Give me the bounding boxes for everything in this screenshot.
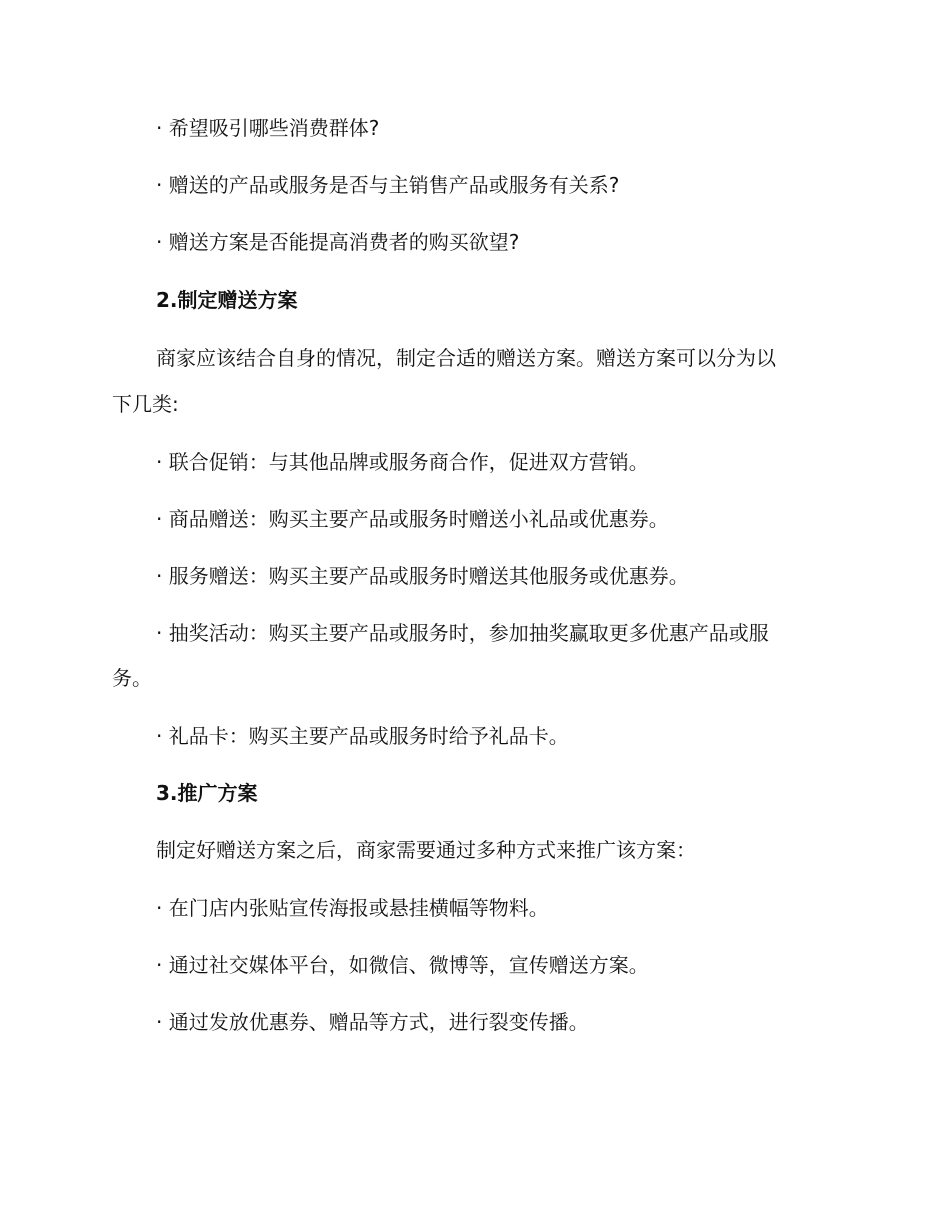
section2-intro-line2: 下几类: xyxy=(112,392,179,416)
list-item-joint-promotion: · 联合促销：与其他品牌或服务商合作，促进双方营销。 xyxy=(156,450,649,474)
list-item-lottery-continuation: 务。 xyxy=(112,666,152,690)
section-heading-gift-plan: 2.制定赠送方案 xyxy=(156,288,298,312)
list-item-store-posters: · 在门店内张贴宣传海报或悬挂横幅等物料。 xyxy=(156,896,549,920)
list-item-gift-card: · 礼品卡：购买主要产品或服务时给予礼品卡。 xyxy=(156,724,569,748)
section3-intro: 制定好赠送方案之后，商家需要通过多种方式来推广该方案： xyxy=(156,838,696,862)
section2-intro-line1: 商家应该结合自身的情况，制定合适的赠送方案。赠送方案可以分为以 xyxy=(156,346,776,370)
question-purchase-desire: · 赠送方案是否能提高消费者的购买欲望? xyxy=(156,230,520,254)
question-target-audience: · 希望吸引哪些消费群体? xyxy=(156,116,380,140)
list-item-coupon-spread: · 通过发放优惠券、赠品等方式，进行裂变传播。 xyxy=(156,1010,589,1034)
section-heading-promotion-plan: 3.推广方案 xyxy=(156,781,258,805)
list-item-service-gift: · 服务赠送：购买主要产品或服务时赠送其他服务或优惠券。 xyxy=(156,564,689,588)
list-item-product-gift: · 商品赠送：购买主要产品或服务时赠送小礼品或优惠券。 xyxy=(156,507,669,531)
list-item-social-media: · 通过社交媒体平台，如微信、微博等，宣传赠送方案。 xyxy=(156,953,649,977)
question-product-relation: · 赠送的产品或服务是否与主销售产品或服务有关系? xyxy=(156,173,620,197)
list-item-lottery: · 抽奖活动：购买主要产品或服务时，参加抽奖赢取更多优惠产品或服 xyxy=(156,621,769,645)
